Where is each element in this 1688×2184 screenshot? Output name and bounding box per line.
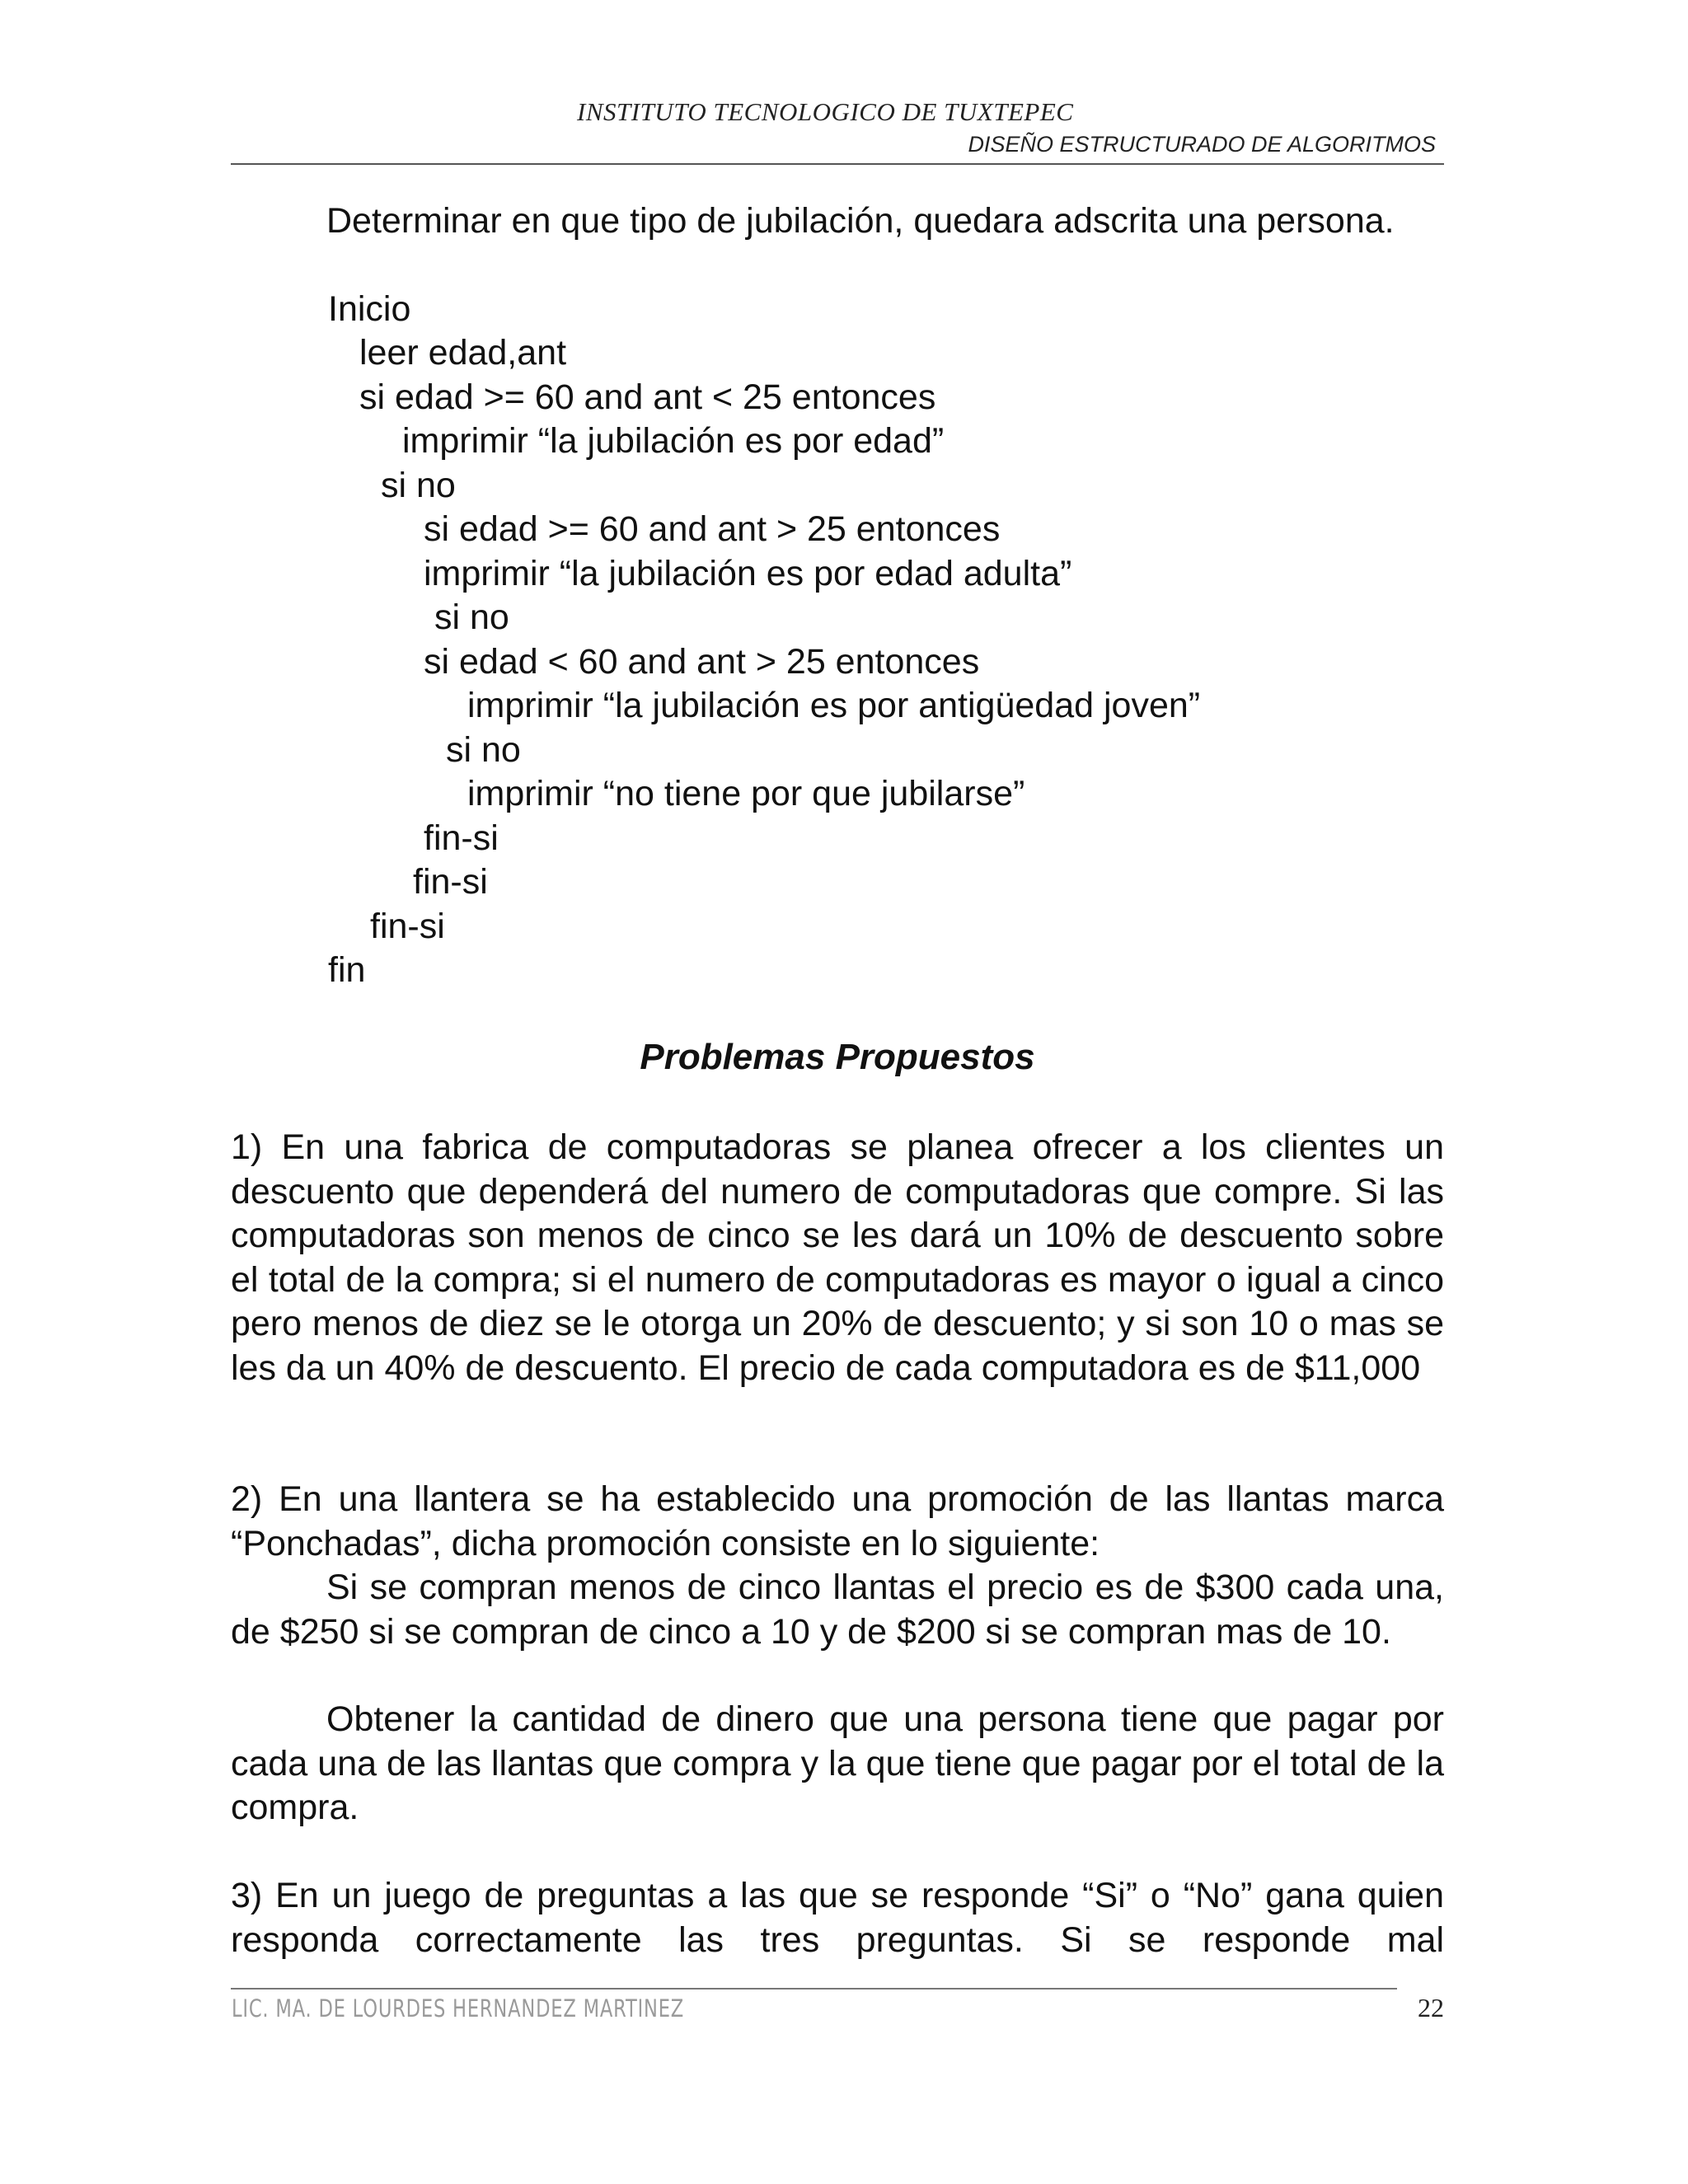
code-line: imprimir “la jubilación es por edad” xyxy=(402,421,945,461)
code-line: fin-si xyxy=(413,862,488,902)
code-line: si no xyxy=(381,466,456,505)
code-line: imprimir “la jubilación es por edad adulta” xyxy=(424,554,1072,593)
problem-3: 3) En un juego de preguntas a las que se responde “Si” o “No” gana quien responda correctamente las tres preguntas. Si se responde mal xyxy=(231,1876,1444,1960)
header-course: DISEÑO ESTRUCTURADO DE ALGORITMOS xyxy=(968,132,1436,157)
code-line: fin-si xyxy=(370,907,445,946)
code-line: leer edad,ant xyxy=(359,333,567,373)
code-line: Inicio xyxy=(328,289,411,329)
header-divider xyxy=(231,163,1444,165)
problem-1: 1) En una fabrica de computadoras se planea ofrecer a los clientes un descuento que dependerá del numero de computadoras que compre. Si las computadoras son menos de cinco se les dará un 10% de descuento sobre el total de la compra; si el numero de computadoras es mayor o igual a cinco pero menos de diez se le otorga un 20% de descuento; y si son 10 o mas se les da un 40% de descuento. El precio de cada computadora es de $11,000 xyxy=(231,1127,1444,1388)
intro-paragraph: Determinar en que tipo de jubilación, quedara adscrita una persona. xyxy=(326,201,1395,241)
code-line: imprimir “no tiene por que jubilarse” xyxy=(467,774,1025,813)
code-line: si no xyxy=(446,730,521,770)
problem-2-task: Obtener la cantidad de dinero que una persona tiene que pagar por cada una de las llantas que compra y la que tiene que pagar por el total de la compra. xyxy=(231,1699,1444,1827)
header-institute: INSTITUTO TECNOLOGICO DE TUXTEPEC xyxy=(577,97,1074,126)
problem-2-prices: Si se compran menos de cinco llantas el precio es de $300 cada una, de $250 si se compran de cinco a 10 y de $200 si se compran mas de 10. xyxy=(231,1568,1444,1652)
problem-2-intro: 2) En una llantera se ha establecido una promoción de las llantas marca “Ponchadas”, dicha promoción consiste en lo siguiente: xyxy=(231,1479,1444,1563)
section-title: Problemas Propuestos xyxy=(640,1037,1035,1077)
code-line: fin-si xyxy=(424,818,499,858)
footer-author: LIC. MA. DE LOURDES HERNANDEZ MARTINEZ xyxy=(232,1994,685,2022)
footer-divider xyxy=(231,1988,1397,1990)
code-line: si edad >= 60 and ant > 25 entonces xyxy=(424,509,1001,549)
code-line: si no xyxy=(434,598,509,637)
code-line: imprimir “la jubilación es por antigüedad joven” xyxy=(467,686,1201,725)
page-number: 22 xyxy=(1418,1993,1444,2022)
code-line: si edad < 60 and ant > 25 entonces xyxy=(424,642,980,682)
code-line: si edad >= 60 and ant < 25 entonces xyxy=(359,377,936,417)
code-line: fin xyxy=(328,950,366,990)
